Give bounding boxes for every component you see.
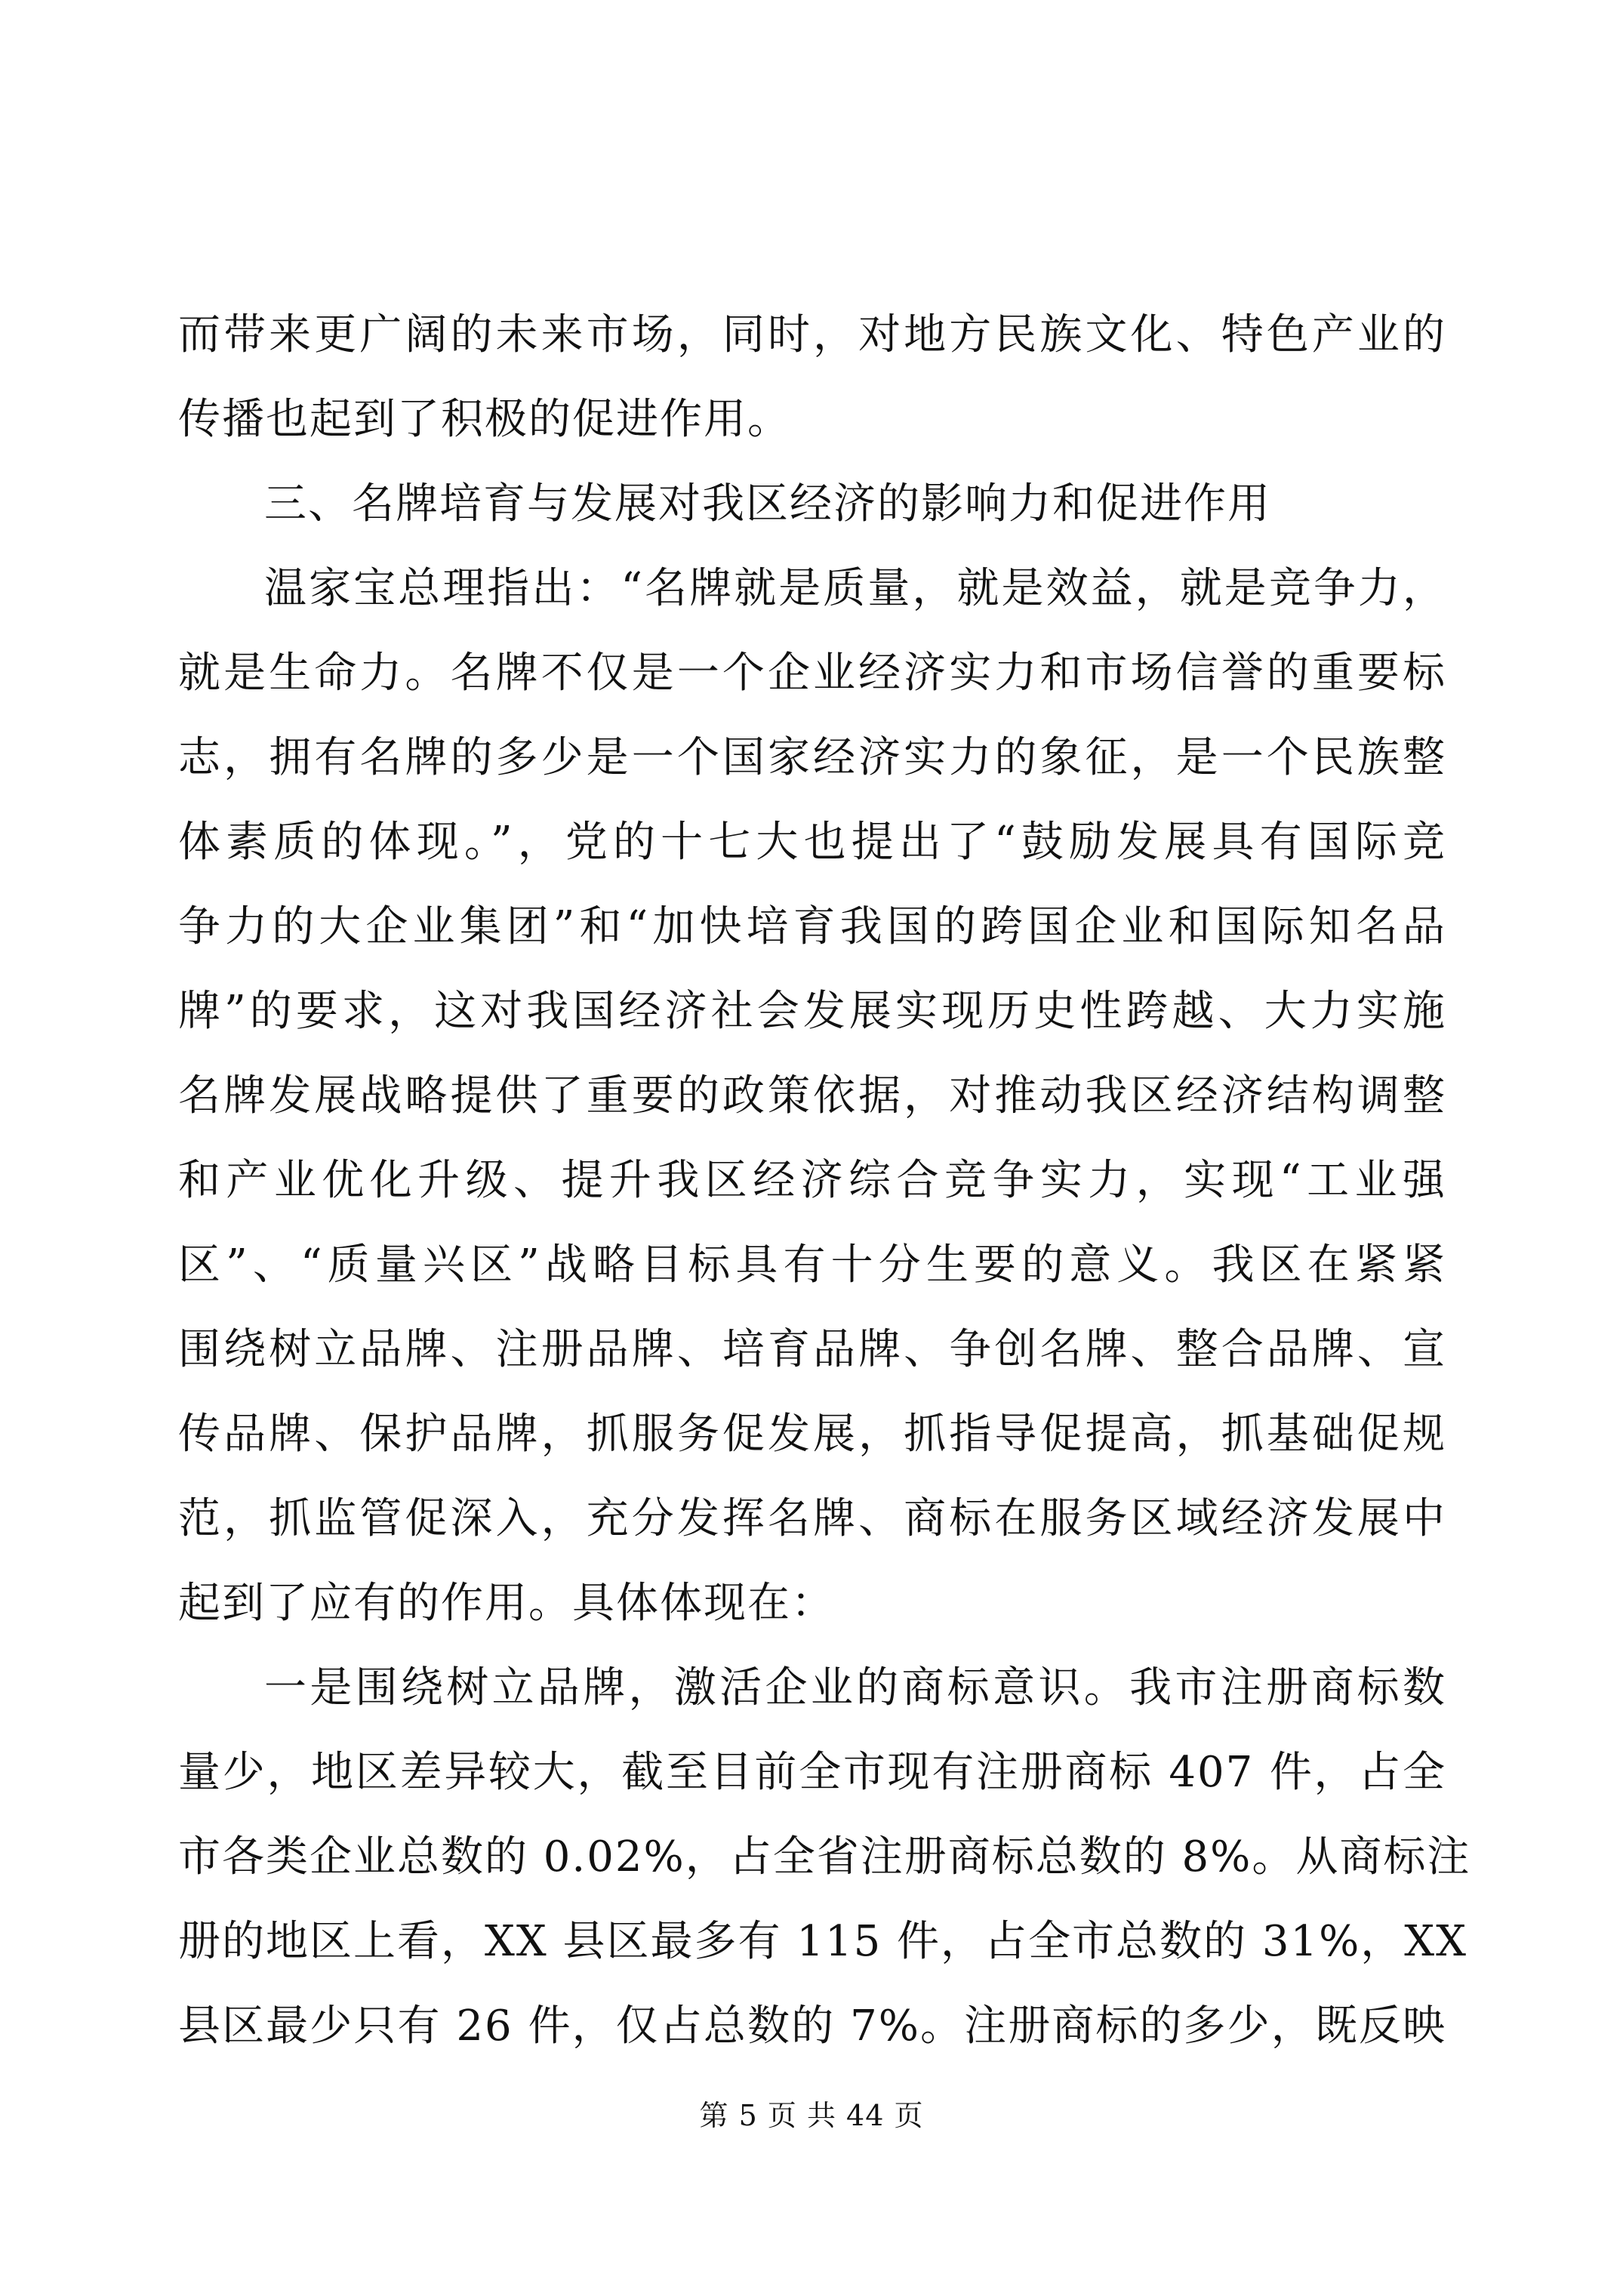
text-line-12: 区”、“质量兴区”战略目标具有十分生要的意义。我区在紧紧	[178, 1240, 1446, 1290]
text-line-13: 围绕树立品牌、注册品牌、培育品牌、争创名牌、整合品牌、宣	[178, 1325, 1446, 1374]
text-line-14: 传品牌、保护品牌，抓服务促发展，抓指导促提高，抓基础促规	[178, 1410, 1446, 1459]
text-line-8: 争力的大企业集团”和“加快培育我国的跨国企业和国际知名品	[178, 902, 1446, 951]
page-footer: 第 5 页 共 44 页	[699, 2099, 924, 2132]
text-line-6: 志，拥有名牌的多少是一个国家经济实力的象征，是一个民族整	[178, 733, 1446, 782]
text-line-7: 体素质的体现。”，党的十七大也提出了“鼓励发展具有国际竞	[178, 818, 1446, 867]
text-line-10: 名牌发展战略提供了重要的政策依据，对推动我区经济结构调整	[178, 1071, 1446, 1120]
text-line-20: 册的地区上看，XX 县区最多有 115 件，占全市总数的 31%，XX	[178, 1917, 1468, 1966]
text-line-9: 牌”的要求，这对我国经济社会发展实现历史性跨越、大力实施	[178, 987, 1446, 1036]
text-line-18: 量少，地区差异较大，截至目前全市现有注册商标 407 件，占全	[178, 1748, 1446, 1797]
text-line-15: 范，抓监管促深入，充分发挥名牌、商标在服务区域经济发展中	[178, 1494, 1446, 1543]
text-line-4: 温家宝总理指出：“名牌就是质量，就是效益，就是竞争力，	[264, 564, 1446, 613]
text-line-17: 一是围绕树立品牌，激活企业的商标意识。我市注册商标数	[264, 1663, 1446, 1712]
section-heading: 三、名牌培育与发展对我区经济的影响力和促进作用	[264, 479, 1271, 529]
text-line-19: 市各类企业总数的 0.02%，占全省注册商标总数的 8%。从商标注	[178, 1832, 1471, 1881]
text-line-21: 县区最少只有 26 件，仅占总数的 7%。注册商标的多少，既反映	[178, 2002, 1446, 2051]
text-line-2: 传播也起到了积极的促进作用。	[178, 395, 791, 444]
text-line-5: 就是生命力。名牌不仅是一个企业经济实力和市场信誉的重要标	[178, 649, 1446, 698]
text-line-1: 而带来更广阔的未来市场，同时，对地方民族文化、特色产业的	[178, 310, 1446, 359]
text-line-16: 起到了应有的作用。具体体现在：	[178, 1579, 835, 1628]
text-line-11: 和产业优化升级、提升我区经济综合竞争实力，实现“工业强	[178, 1156, 1446, 1205]
